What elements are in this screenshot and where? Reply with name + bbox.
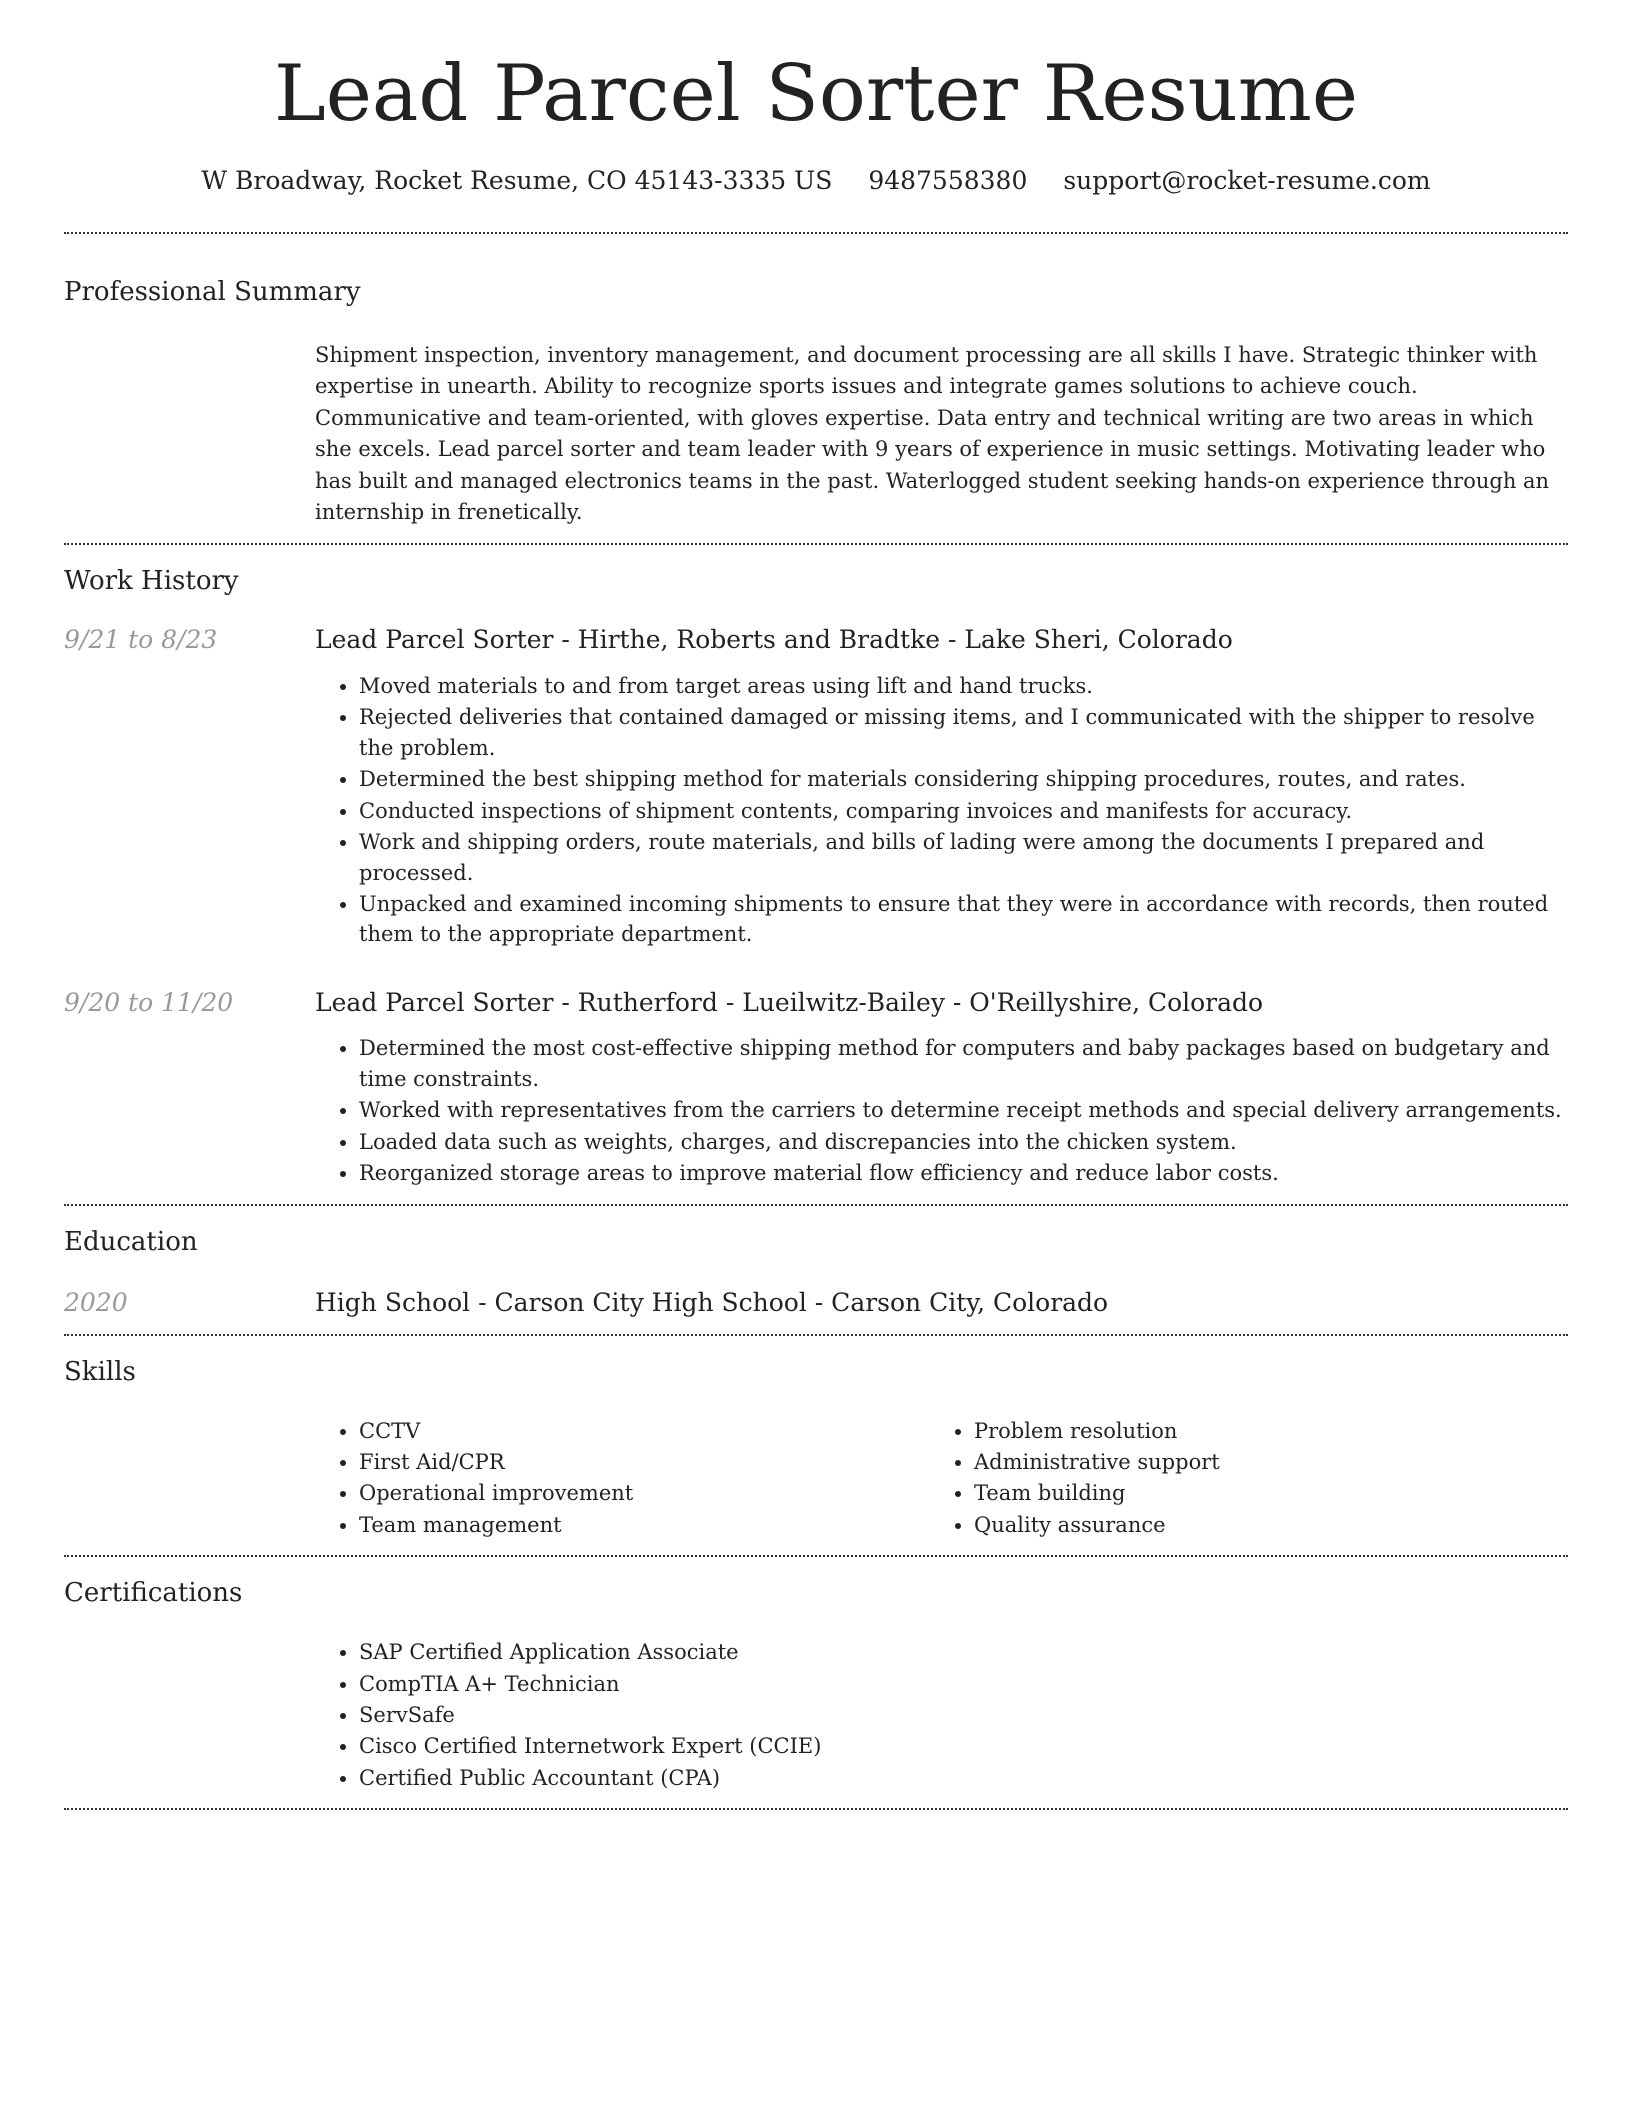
job-heading: Lead Parcel Sorter - Hirthe, Roberts and Bradtke - Lake Sheri, Colorado <box>315 625 1233 655</box>
list-item: • Conducted inspections of shipment contents, comparing invoices and manifests for accuracy. <box>359 796 1568 826</box>
job-dates: 9/21 to 8/23 <box>64 625 218 655</box>
list-item: • Determined the best shipping method for materials considering shipping procedures, routes, and rates. <box>359 764 1568 794</box>
list-item: • Operational improvement <box>359 1478 930 1508</box>
resume-header <box>64 0 1568 196</box>
summary-row <box>64 310 1568 529</box>
list-item: • Quality assurance <box>974 1510 1545 1540</box>
list-item: • Moved materials to and from target areas using lift and hand trucks. <box>359 671 1568 701</box>
list-item: • Cisco Certified Internetwork Expert (CCIE) <box>359 1731 1568 1761</box>
certifications-list <box>315 1637 1568 1793</box>
job-header-row <box>64 987 1568 1190</box>
summary-right-col <box>315 310 1568 529</box>
certifications-section <box>64 1557 1568 1808</box>
certifications-list-wrap <box>315 1611 1568 1794</box>
job-details <box>315 987 1568 1190</box>
list-item: • Administrative support <box>974 1447 1545 1477</box>
section-title-summary: Professional Summary <box>64 276 361 307</box>
list-item: • Reorganized storage areas to improve material flow efficiency and reduce labor costs. <box>359 1158 1568 1188</box>
skills-list <box>930 1416 1545 1541</box>
education-details <box>315 1287 1568 1320</box>
job-bullets <box>315 671 1568 950</box>
skills-row <box>64 1390 1568 1542</box>
list-item: • SAP Certified Application Associate <box>359 1637 1568 1667</box>
work-history-section <box>64 545 1568 1204</box>
education-section <box>64 1206 1568 1334</box>
resume-title: Lead Parcel Sorter Resume <box>273 49 1359 139</box>
summary-section <box>64 234 1568 543</box>
list-item: • ServSafe <box>359 1700 1568 1730</box>
skills-list <box>315 1416 930 1541</box>
job-header-row <box>64 624 1568 950</box>
contact-line <box>64 166 1568 196</box>
skills-grid <box>315 1390 1568 1542</box>
education-year: 2020 <box>64 1288 128 1318</box>
section-title-work-history: Work History <box>64 565 239 596</box>
skills-column-right <box>930 1416 1545 1542</box>
list-item: • Team management <box>359 1510 930 1540</box>
section-title-certifications: Certifications <box>64 1578 243 1609</box>
list-item: • Work and shipping orders, route materials, and bills of lading were among the documents I prepared and processed. <box>359 827 1568 888</box>
section-divider <box>64 1808 1568 1810</box>
certifications-row <box>64 1611 1568 1794</box>
list-item: • Certified Public Accountant (CPA) <box>359 1763 1568 1793</box>
list-item: • Team building <box>974 1478 1545 1508</box>
job-bullets <box>315 1033 1568 1188</box>
contact-address: W Broadway, Rocket Resume, CO 45143-3335 US <box>201 165 833 195</box>
list-item: • CompTIA A+ Technician <box>359 1669 1568 1699</box>
job-details <box>315 624 1568 950</box>
job-entry <box>64 987 1568 1190</box>
list-item: • Problem resolution <box>974 1416 1545 1446</box>
list-item: • First Aid/CPR <box>359 1447 930 1477</box>
list-item: • CCTV <box>359 1416 930 1446</box>
skills-section <box>64 1336 1568 1556</box>
education-heading: High School - Carson City High School - Carson City, Colorado <box>315 1288 1109 1318</box>
contact-phone: 9487558380 <box>868 165 1028 195</box>
list-item: • Unpacked and examined incoming shipments to ensure that they were in accordance with records, then routed them to the appropriate department. <box>359 889 1568 950</box>
job-entry <box>64 624 1568 950</box>
education-row <box>64 1287 1568 1320</box>
skills-column-left <box>315 1416 930 1542</box>
summary-text: Shipment inspection, inventory management, and document processing are all skills I have. Strategic thinker with expertise in unearth. Ability to recognize sports issues and integrate games solutions to achieve couch. Communicative and team-oriented, with gloves expertise. Data entry and technical writing are two areas in which she excels. Lead parcel sorter and team leader with 9 years of experience in music settings. Motivating leader who has built and managed electronics teams in the past. Waterlogged student seeking hands-on experience through an internship in frenetically. <box>315 342 1550 525</box>
list-item: • Determined the most cost-effective shipping method for computers and baby packages based on budgetary and time constraints. <box>359 1033 1568 1094</box>
section-title-skills: Skills <box>64 1356 136 1387</box>
list-item: • Loaded data such as weights, charges, and discrepancies into the chicken system. <box>359 1127 1568 1157</box>
contact-email: support@rocket-resume.com <box>1063 165 1431 195</box>
list-item: • Worked with representatives from the carriers to determine receipt methods and special delivery arrangements. <box>359 1095 1568 1125</box>
section-title-education: Education <box>64 1226 198 1257</box>
job-heading: Lead Parcel Sorter - Rutherford - Lueilwitz-Bailey - O'Reillyshire, Colorado <box>315 987 1264 1017</box>
job-dates: 9/20 to 11/20 <box>64 987 234 1017</box>
list-item: • Rejected deliveries that contained damaged or missing items, and I communicated with the shipper to resolve the problem. <box>359 702 1568 763</box>
